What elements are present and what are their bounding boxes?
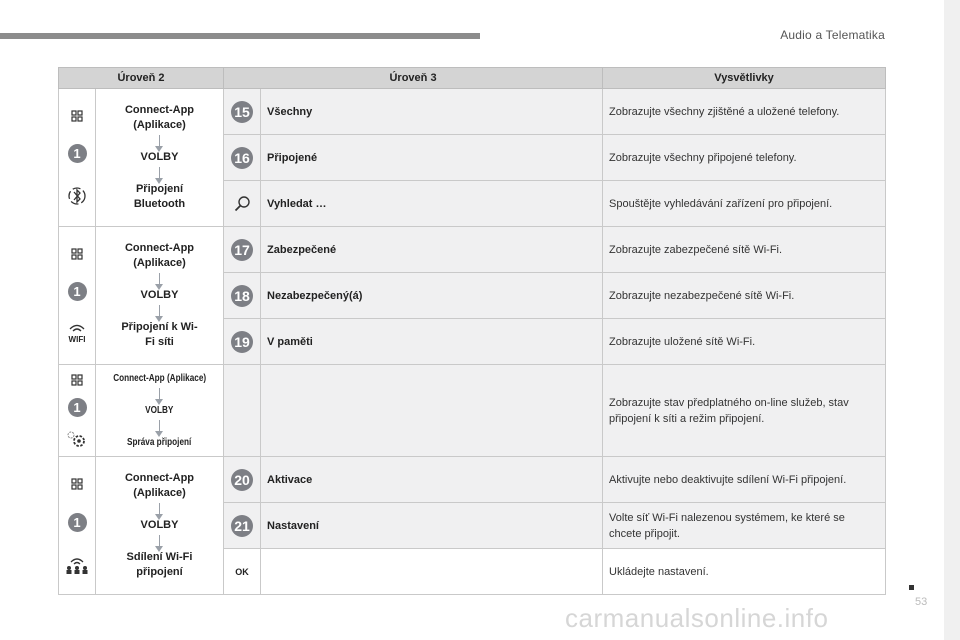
- step-badge: 1: [68, 513, 87, 532]
- apps-grid-icon: [71, 248, 83, 260]
- explanation-text: Zobrazujte všechny připojené telefony.: [609, 151, 797, 164]
- bluetooth-icon: [67, 186, 87, 206]
- level3-icon-cell: [224, 365, 261, 457]
- step-badge: 16: [231, 147, 253, 169]
- column-header-level2: Úroveň 2: [59, 68, 224, 89]
- apps-grid-icon: [71, 374, 83, 386]
- explanation-text: Zobrazujte nezabezpečené sítě Wi-Fi.: [609, 289, 795, 302]
- level3-icon-cell: [224, 227, 261, 273]
- level2-step-app: Connect-App (Aplikace): [124, 242, 195, 269]
- step-badge: 19: [231, 331, 253, 353]
- explanation-cell: [603, 273, 886, 319]
- arrow-down-icon: [159, 420, 160, 433]
- level3-label: Zabezpečené: [267, 243, 337, 256]
- level3-icon-cell: [224, 549, 261, 595]
- level2-step-target: Připojení Bluetooth: [133, 183, 186, 210]
- step-badge: 20: [231, 469, 253, 491]
- explanation-text: Spouštějte vyhledávání zařízení pro připojení.: [609, 197, 833, 210]
- level2-path-cell: [96, 89, 224, 227]
- level3-icon-cell: [224, 503, 261, 549]
- arrow-down-icon: [159, 503, 160, 516]
- step-badge: 15: [231, 101, 253, 123]
- menu-table: [58, 67, 886, 595]
- table-row: [59, 457, 886, 503]
- level1-icon-cell: [59, 227, 96, 365]
- settings-gear-icon: [66, 430, 88, 448]
- level2-step-options: VOLBY: [140, 289, 179, 301]
- level2-step-options: VOLBY: [145, 405, 174, 416]
- explanation-text: Ukládejte nastavení.: [609, 565, 709, 578]
- table-row: [59, 227, 886, 273]
- explanation-text: Zobrazujte všechny zjištěné a uložené telefony.: [609, 105, 840, 118]
- level2-step-app: Connect-App (Aplikace): [124, 104, 195, 131]
- level2-path-cell: [96, 457, 224, 595]
- level2-step-target: Sdílení Wi-Fi připojení: [126, 551, 193, 578]
- explanation-cell: [603, 89, 886, 135]
- explanation-cell: [603, 227, 886, 273]
- level1-icon-cell: [59, 457, 96, 595]
- wifi-sharing-icon: [65, 556, 89, 574]
- level3-label-cell: [261, 273, 603, 319]
- level3-label: V paměti: [267, 335, 313, 348]
- explanation-text: Zobrazujte zabezpečené sítě Wi-Fi.: [609, 243, 783, 256]
- level3-label-cell: [261, 227, 603, 273]
- level3-label-cell: [261, 457, 603, 503]
- arrow-down-icon: [159, 273, 160, 286]
- level2-step-options: VOLBY: [140, 151, 179, 163]
- step-badge: 1: [68, 282, 87, 301]
- level1-icon-cell: [59, 365, 96, 457]
- explanation-text: Zobrazujte stav předplatného on-line služeb, stav připojení k síti a režim připojení.: [609, 396, 849, 425]
- arrow-down-icon: [159, 135, 160, 148]
- level3-label: Aktivace: [267, 473, 313, 486]
- explanation-text: Zobrazujte uložené sítě Wi-Fi.: [609, 335, 756, 348]
- explanation-cell: [603, 135, 886, 181]
- level1-icon-cell: [59, 89, 96, 227]
- step-badge: 1: [68, 144, 87, 163]
- wifi-icon: [68, 323, 86, 344]
- step-badge: 21: [231, 515, 253, 537]
- explanation-text: Aktivujte nebo deaktivujte sdílení Wi-Fi připojení.: [609, 473, 847, 486]
- apps-grid-icon: [71, 110, 83, 122]
- level3-icon-cell: [224, 181, 261, 227]
- step-badge: 18: [231, 285, 253, 307]
- level3-icon-cell: [224, 319, 261, 365]
- level3-label-cell: [261, 549, 603, 595]
- arrow-down-icon: [159, 388, 160, 401]
- level2-step-app: Connect-App (Aplikace): [124, 472, 195, 499]
- level3-label-cell: [261, 365, 603, 457]
- level3-icon-cell: [224, 135, 261, 181]
- level2-step-target: Správa připojení: [127, 437, 192, 448]
- header-bar: [0, 33, 480, 39]
- level3-icon-cell: [224, 457, 261, 503]
- level3-label: Nezabezpečený(á): [267, 289, 363, 302]
- level3-label-cell: [261, 503, 603, 549]
- table-row: [59, 365, 886, 457]
- end-marker: [909, 585, 914, 590]
- column-header-explanation: Vysvětlivky: [603, 68, 886, 89]
- explanation-cell: [603, 181, 886, 227]
- watermark: carmanualsonline.info: [565, 603, 829, 633]
- column-header-level3: Úroveň 3: [224, 68, 603, 89]
- page-edge-strip: [944, 0, 960, 640]
- apps-grid-icon: [71, 478, 83, 490]
- arrow-down-icon: [159, 535, 160, 548]
- table-header-row: [59, 68, 886, 89]
- explanation-text: Volte síť Wi-Fi nalezenou systémem, ke které se chcete připojit.: [609, 511, 845, 540]
- explanation-cell: [603, 319, 886, 365]
- explanation-cell: [603, 503, 886, 549]
- level3-label-cell: [261, 135, 603, 181]
- arrow-down-icon: [159, 305, 160, 318]
- level2-step-target: Připojení k Wi-Fi síti: [121, 321, 198, 348]
- step-badge: 1: [68, 398, 87, 417]
- level2-path-cell: [96, 365, 224, 457]
- ok-button-icon: OK: [235, 566, 249, 577]
- explanation-cell: [603, 457, 886, 503]
- page-number: 53: [915, 596, 928, 608]
- level3-label: Nastavení: [267, 519, 319, 532]
- explanation-cell: [603, 365, 886, 457]
- level3-label: Všechny: [267, 105, 313, 118]
- level3-icon-cell: [224, 273, 261, 319]
- arrow-down-icon: [159, 167, 160, 180]
- level3-icon-cell: [224, 89, 261, 135]
- step-badge: 17: [231, 239, 253, 261]
- level2-path-cell: [96, 227, 224, 365]
- level2-step-app: Connect-App (Aplikace): [113, 373, 206, 384]
- wifi-label: WIFI: [68, 334, 86, 344]
- section-title: Audio a Telematika: [780, 28, 885, 42]
- level3-label-cell: [261, 89, 603, 135]
- search-icon: [232, 194, 252, 214]
- level2-step-options: VOLBY: [140, 519, 179, 531]
- explanation-cell: [603, 549, 886, 595]
- level3-label-cell: [261, 319, 603, 365]
- level3-label: Vyhledat …: [267, 197, 327, 210]
- level3-label: Připojené: [267, 151, 318, 164]
- table-row: [59, 89, 886, 135]
- level3-label-cell: [261, 181, 603, 227]
